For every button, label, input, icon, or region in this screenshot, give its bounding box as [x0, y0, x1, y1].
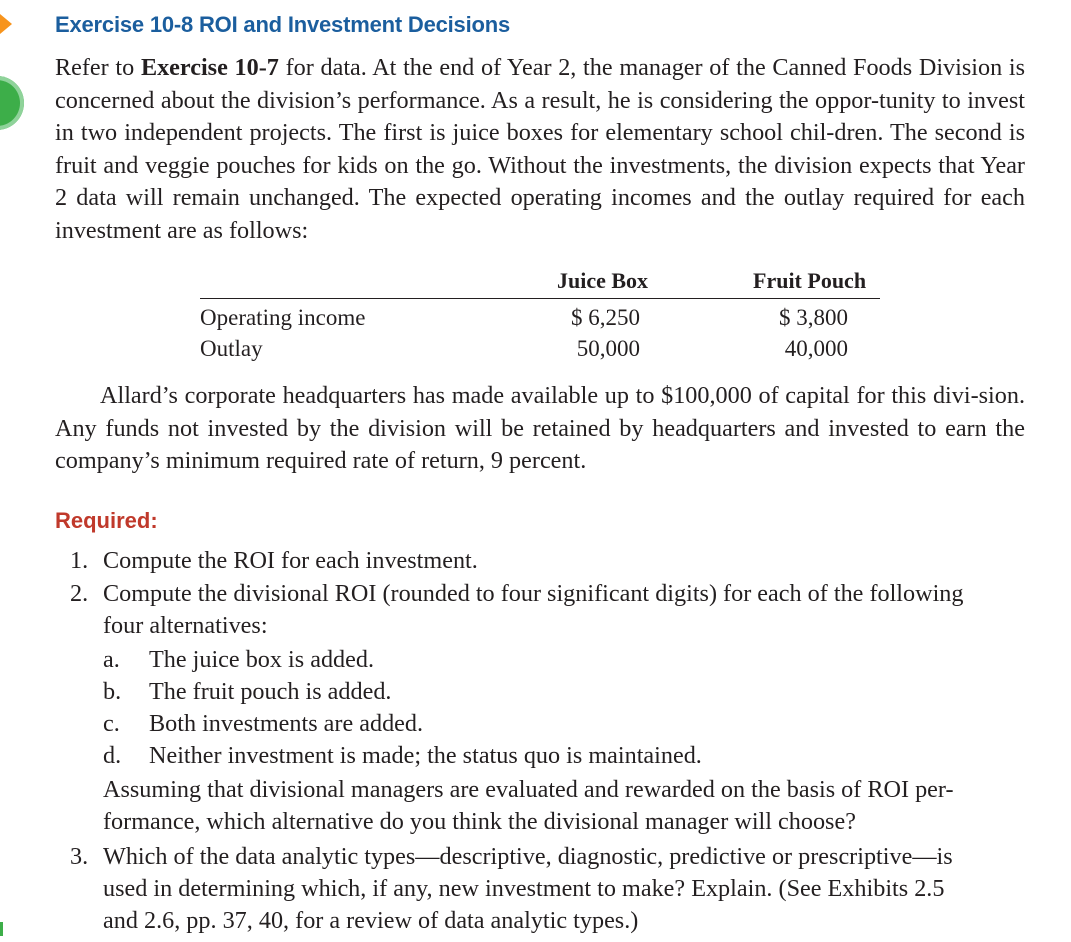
fruit-value: 40,000	[784, 336, 848, 361]
table-header	[200, 268, 880, 299]
question-3-text: and 2.6, pp. 37, 40, for a review of data analytic types.)	[103, 907, 639, 934]
question-1-text: Compute the ROI for each investment.	[103, 547, 478, 574]
alternative-text: Both investments are added.	[149, 710, 424, 737]
intro-text-b: for data. At the end of Year 2, the manager of the Canned Foods Division is concerned about the division’s performance. As a result, he is considering the oppor-tunity to invest in two independent projects. The first is juice boxes for elementary school chil-dren. The second is fruit and veggie pouches for kids on the go. Without the investments, the division expects that Year 2 data will remain unchanged. The expected operating incomes and the outlay required for each investment are as follows:	[55, 54, 1026, 244]
intro-text-a: Refer to	[55, 54, 141, 81]
investment-table	[200, 268, 880, 367]
header-fruit-pouch: Fruit Pouch	[753, 268, 867, 293]
question-2-text: Compute the divisional ROI (rounded to four significant digits) for each of the following	[103, 580, 964, 607]
alternative-text: The fruit pouch is added.	[149, 678, 392, 705]
alternative-letter: a.	[103, 646, 120, 673]
alternative-text: The juice box is added.	[149, 646, 375, 673]
header-juice-box: Juice Box	[557, 268, 649, 293]
alternative-text: Neither investment is made; the status quo is maintained.	[149, 742, 702, 769]
fruit-value: $ 3,800	[779, 305, 848, 330]
table-row	[200, 305, 880, 336]
alternative-letter: c.	[103, 710, 120, 737]
alternative-letter: b.	[103, 678, 122, 705]
table-row	[200, 336, 880, 367]
question-number: 2.	[70, 580, 89, 607]
alternative-letter: d.	[103, 742, 122, 769]
juice-value: $ 6,250	[571, 305, 640, 330]
capital-paragraph: Allard’s corporate headquarters has made available up to $100,000 of capital for this divi-sion. Any funds not invested by the division will be retained by headquarters and invested to earn the company’s minimum required rate of return, 9 percent.	[55, 382, 1025, 474]
intro-exercise-ref: Exercise 10-7	[140, 54, 279, 81]
question-2-followup: Assuming that divisional managers are evaluated and rewarded on the basis of ROI per-	[103, 776, 954, 803]
margin-marker	[0, 922, 3, 936]
juice-value: 50,000	[576, 336, 640, 361]
question-3-text: Which of the data analytic types—descriptive, diagnostic, predictive or prescriptive—is	[103, 843, 953, 870]
question-number: 3.	[70, 843, 89, 870]
question-3-text: used in determining which, if any, new investment to make? Explain. (See Exhibits 2.5	[103, 875, 945, 902]
margin-arrow-icon	[0, 14, 12, 34]
row-label: Outlay	[200, 336, 263, 361]
question-number: 1.	[70, 547, 89, 574]
exercise-title: Exercise 10-8 ROI and Investment Decisions	[55, 12, 511, 37]
intro-paragraph	[55, 52, 1025, 247]
row-label: Operating income	[200, 305, 366, 330]
required-heading: Required:	[55, 508, 158, 533]
question-2-text: four alternatives:	[103, 612, 268, 639]
question-2-followup: formance, which alternative do you think the divisional manager will choose?	[103, 808, 856, 835]
margin-badge-icon	[0, 76, 24, 130]
